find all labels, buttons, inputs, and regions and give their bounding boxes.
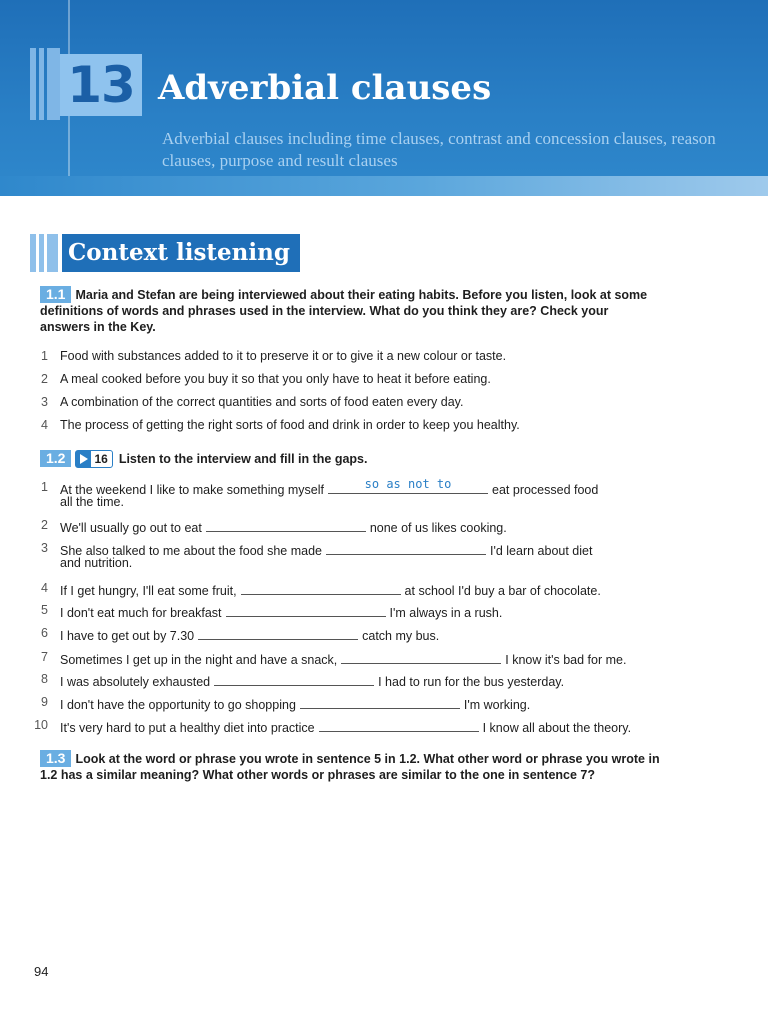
gap-field[interactable]	[328, 477, 488, 494]
item-number: 1	[41, 349, 48, 363]
gap-field[interactable]	[226, 603, 386, 617]
section-decor-bars	[30, 234, 58, 272]
gap-field[interactable]	[300, 695, 460, 709]
sentence-after: I had to run for the bus yesterday.	[378, 675, 565, 689]
item-number: 3	[41, 395, 48, 409]
sentence-before: It's very hard to put a healthy diet into practice	[60, 721, 315, 735]
sentence-after: none of us likes cooking.	[369, 521, 507, 535]
item-number: 2	[41, 518, 48, 532]
item-number: 3	[41, 541, 48, 555]
exercise-instruction: Maria and Stefan are being interviewed about their eating habits. Before you listen, look at some definitions of words and phrases used in the interview. What do you think they are? Check your answers in the Key.	[40, 288, 648, 334]
item-number: 5	[41, 603, 48, 617]
gap-field[interactable]	[319, 718, 479, 732]
sentence-before: At the weekend I like to make something myself	[60, 483, 325, 497]
sentence-after: catch my bus.	[362, 629, 440, 643]
sentence-after: I know all about the theory.	[482, 721, 632, 735]
sentence-before: If I get hungry, I'll eat some fruit,	[60, 584, 237, 598]
sentence-after: I'm always in a rush.	[389, 606, 503, 620]
item-text: Food with substances added to it to preserve it or to give it a new colour or taste.	[60, 349, 507, 363]
gap-field[interactable]	[206, 518, 366, 532]
item-text: A meal cooked before you buy it so that you only have to heat it before eating.	[60, 372, 491, 386]
sentence-before: I don't have the opportunity to go shopping	[60, 698, 296, 712]
gap-answer: so as not to	[364, 477, 452, 491]
exercise-instruction: Look at the word or phrase you wrote in sentence 5 in 1.2. What other word or phrase you wrote in 1.2 has a similar meaning? What other words or phrases are similar to the one in sentence 7?	[40, 752, 660, 782]
chapter-header	[0, 0, 768, 196]
sentence-before: I was absolutely exhausted	[60, 675, 211, 689]
audio-track[interactable]	[75, 450, 112, 468]
chapter-subtitle: Adverbial clauses including time clauses, contrast and concession clauses, reason clauses, purpose and result clauses	[162, 129, 716, 170]
gap-field[interactable]	[341, 650, 501, 664]
exercise-badge: 1.3	[40, 750, 71, 767]
item-number: 4	[41, 418, 48, 432]
exercise-badge: 1.1	[40, 286, 71, 303]
sentence-after: eat processed food	[492, 483, 599, 497]
sentence-before: Sometimes I get up in the night and have a snack,	[60, 653, 338, 667]
item-number: 9	[41, 695, 48, 709]
item-number: 2	[41, 372, 48, 386]
section-title: Context listening	[62, 234, 300, 272]
sentence-before: I have to get out by 7.30	[60, 629, 195, 643]
sentence-before: She also talked to me about the food she made	[60, 544, 322, 558]
item-number: 4	[41, 581, 48, 595]
chapter-number: 13	[60, 54, 142, 116]
gap-field[interactable]	[241, 581, 401, 595]
sentence-before: I don't eat much for breakfast	[60, 606, 222, 620]
item-text: A combination of the correct quantities and sorts of food eaten every day.	[60, 395, 464, 409]
sentence-after: I'm working.	[463, 698, 531, 712]
item-number: 10	[34, 718, 48, 732]
chapter-decor-bars	[30, 48, 60, 120]
chapter-title: Adverbial clauses	[158, 68, 492, 108]
sentence-continuation: all the time.	[60, 495, 124, 509]
sentence-after: I know it's bad for me.	[505, 653, 627, 667]
exercise-1-3-instruction	[40, 750, 660, 783]
exercise-badge: 1.2	[40, 450, 71, 467]
gap-field[interactable]	[326, 541, 486, 555]
sentence-before: We'll usually go out to eat	[60, 521, 202, 535]
exercise-instruction: Listen to the interview and fill in the gaps.	[118, 452, 368, 466]
gap-field[interactable]	[214, 672, 374, 686]
sentence-after: I'd learn about diet	[489, 544, 593, 558]
item-number: 1	[41, 480, 48, 494]
gap-field[interactable]	[198, 626, 358, 640]
play-icon[interactable]	[76, 451, 91, 467]
header-gradient-strip	[0, 176, 768, 196]
item-text: The process of getting the right sorts of food and drink in order to keep you healthy.	[60, 418, 520, 432]
item-number: 8	[41, 672, 48, 686]
item-number: 7	[41, 650, 48, 664]
sentence-after: at school I'd buy a bar of chocolate.	[404, 584, 601, 598]
sentence-continuation: and nutrition.	[60, 556, 133, 570]
page-number: 94	[34, 964, 49, 979]
exercise-1-1-instruction	[40, 286, 660, 335]
item-number: 6	[41, 626, 48, 640]
audio-track-number: 16	[94, 452, 108, 466]
exercise-1-2-instruction	[40, 450, 660, 468]
